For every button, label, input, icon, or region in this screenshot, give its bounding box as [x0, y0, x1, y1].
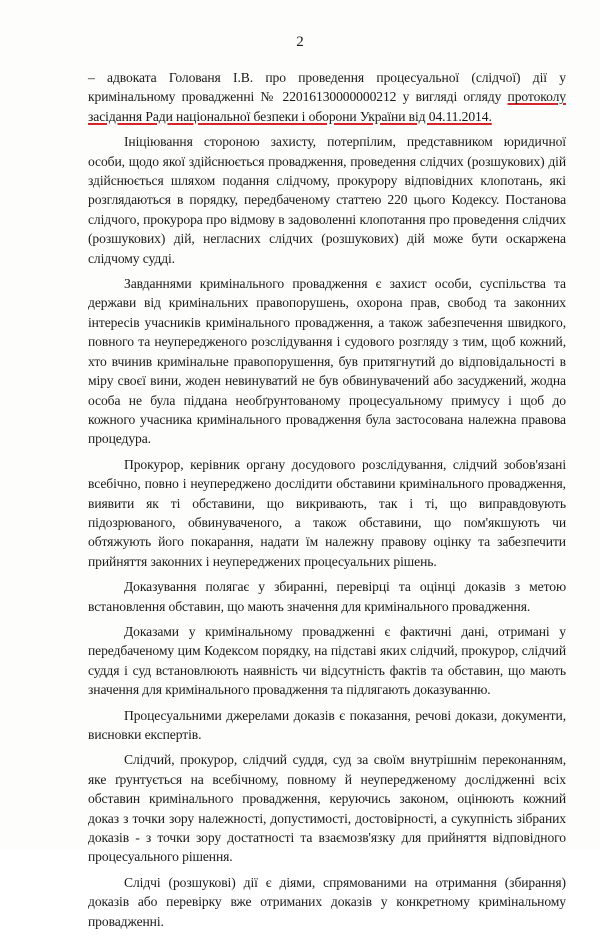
document-body — [88, 68, 566, 937]
paragraph-8: Слідчий, прокурор, слідчий суддя, суд за своїм внутрішнім переконанням, яке ґрунтується на всебічному, повному й неупередженому дослідженні всіх обставин кримінального провадження, керуючись законом, оцінюють кожний доказ з точки зору належності, допустимості, достовірності, а сукупність зібраних доказів - з точки зору достатності та взаємозв'язку для прийняття відповідного процесуального рішення. — [88, 752, 566, 865]
paragraph-2: Ініціювання стороною захисту, потерпілим, представником юридичної особи, щодо якої здійснюється провадження, проведення слідчих (розшукових) дій здійснюється шляхом подання слідчому, прокурору відповідних клопотань, які розглядаються в порядку, передбаченому статтею 220 цього Кодексу. Постанова слідчого, прокурора про відмову в задоволенні клопотання про проведення слідчих (розшукових) дій, негласних слідчих (розшукових) дій може бути оскаржена слідчому судді. — [88, 134, 566, 266]
paragraph-9: Слідчі (розшукові) дії є діями, спрямованими на отримання (збирання) доказів або перевірку вже отриманих доказів у конкретному кримінальному провадженні. — [88, 874, 566, 929]
paragraph-4: Прокурор, керівник органу досудового розслідування, слідчий зобов'язані всебічно, повно і неупереджено дослідити обставини кримінального провадження, виявити як ті обставини, що викривають, так і ті, що виправдовують підозрюваного, обвинуваченого, а також обставини, що пом'якшують чи обтяжують його покарання, надати їм належну правову оцінку та забезпечити прийняття законних і неупереджених процесуальних рішень. — [88, 456, 566, 569]
paragraph-3: Завданнями кримінального провадження є захист особи, суспільства та держави від кримінальних правопорушень, охорона прав, свобод та законних інтересів учасників кримінального провадження, а також забезпечення швидкого, повного та неупередженого розслідування і судового розгляду з тим, щоб кожний, хто вчинив кримінальне правопорушення, був притягнутий до відповідальності в міру своєї вини, жоден невинуватий не був обвинувачений або засуджений, жодна особа не була піддана необґрунтованому процесуальному примусу і щоб до кожного учасника кримінального провадження була застосована належна правова процедура. — [88, 276, 566, 447]
paragraph-7: Процесуальними джерелами доказів є показання, речові докази, документи, висновки експертів. — [88, 707, 566, 742]
page-number: 2 — [296, 34, 304, 50]
highlighted-protocol-reference: протоколу засідання Ради національної безпеки і оборони України від 04.11.2014. — [88, 89, 566, 124]
paragraph-5: Доказування полягає у збиранні, перевірці та оцінці доказів з метою встановлення обставин, що мають значення для кримінального провадження. — [88, 579, 566, 614]
paragraph-1 — [88, 68, 566, 126]
paragraph-1-text: – адвоката Голованя І.В. про проведення процесуальної (слідчої) дії у кримінальному провадженні № 22016130000000212 у вигляді огляду — [88, 70, 566, 105]
paragraph-6: Доказами у кримінальному провадженні є фактичні дані, отримані у передбаченому цим Кодексом порядку, на підставі яких слідчий, прокурор, слідчий суддя і суд встановлюють наявність чи відсутність фактів та обставин, що мають значення для кримінального провадження та підлягають доказуванню. — [88, 623, 566, 698]
